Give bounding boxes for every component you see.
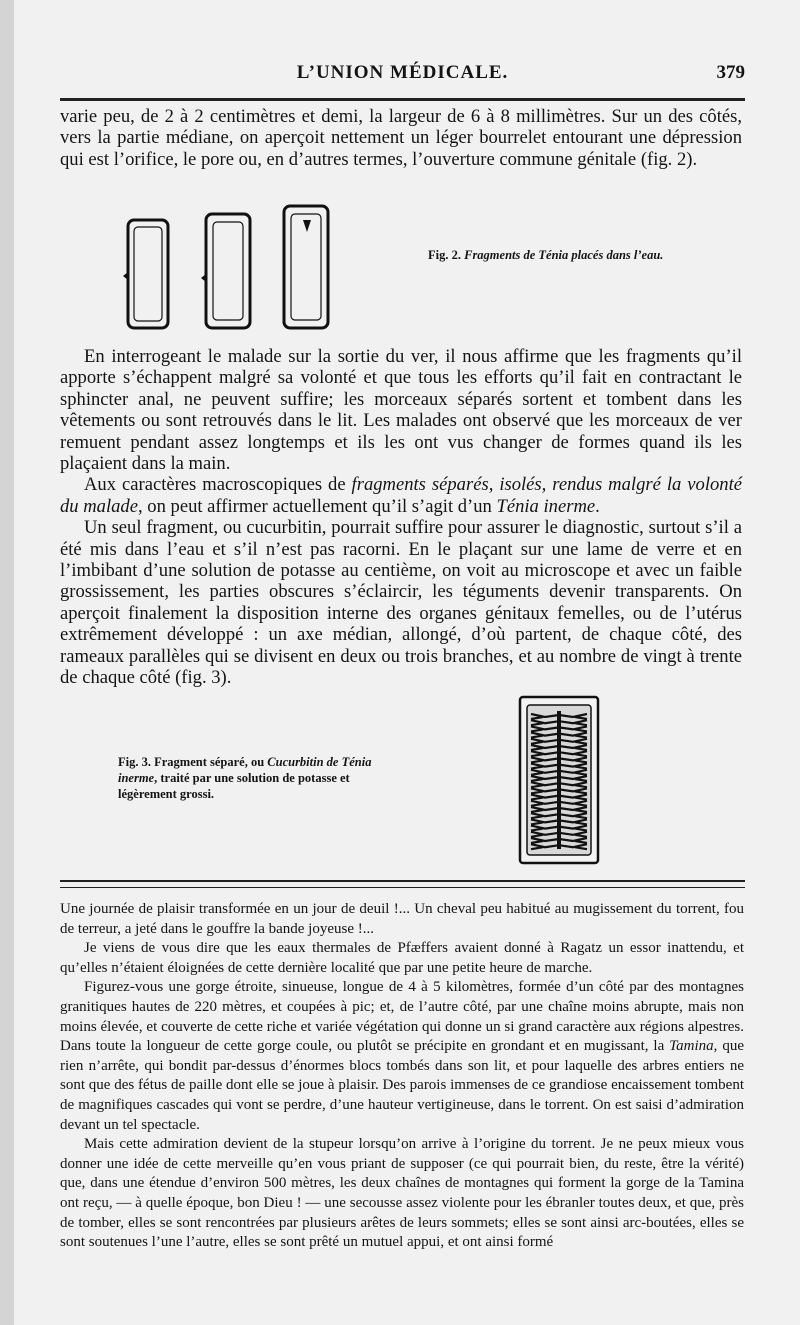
feuilleton-paragraph-1: Une journée de plaisir transformée en un jour de deuil !... Un cheval peu habitué au mugissement du torrent, fou de terreur, a jeté dans le gouffre la bande joyeuse !... <box>60 901 744 937</box>
feuilleton-paragraph-3: Figurez-vous une gorge étroite, sinueuse, longue de 4 à 5 kilomètres, formée d’un côté par des montagnes granitiques hautes de 220 mètres, et coupées à pic; et, de l’autre côté, par une chaîne moins abrupte, mais non moins élevée, et couverte de cette riche et variée végétation qui donne un si grand caractère aux régions alpestres. Dans toute la longueur de cette gorge coule, ou plutôt se précipite en grondant et en mugissant, la Tamina, que rien n’arrête, qui bondit par-dessus d’énormes blocs tombés dans son lit, et pour laquelle des arbres entiers ne sont que des fétus de paille dont elle se joue à plaisir. Des parois immenses de ce grandiose encaissement tombent de magnifiques cascades qui vont se perdre, d’une hauteur vertigineuse, dans le torrent. On est saisi d’admiration devant un tel spectacle. <box>60 979 744 1133</box>
paragraph-diagnosis: Aux caractères macroscopiques de fragments séparés, isolés, rendus malgré la volonté du malade, on peut affirmer actuellement qu’il s’agit d’un Ténia inerme. <box>60 474 742 517</box>
header-rule <box>60 98 745 101</box>
figure-3-emphasis: Cucurbitin de Ténia inerme <box>118 755 372 785</box>
feuilleton-paragraph-2: Je viens de vous dire que les eaux thermales de Pfæffers avaient donné à Ragatz un essor inattendu, et qu’elles n’étaient éloignées de cette dernière localité que par une petite heure de marche. <box>60 940 744 976</box>
page-number: 379 <box>716 62 745 83</box>
feuilleton-rule-top <box>60 880 745 882</box>
scan-edge <box>0 0 14 1325</box>
emphasis-fragments: fragments séparés, isolés, rendus malgré la volonté du malade <box>60 474 742 517</box>
feuilleton-rule-bottom <box>60 887 745 888</box>
figure-3-caption: Fig. 3. Fragment séparé, ou Cucurbitin de Ténia inerme, traité par une solution de potasse et légèrement grossi. <box>118 755 372 801</box>
emphasis-tenia: Ténia inerme <box>496 495 596 517</box>
figure-2-caption-text: Fragments de Ténia placés dans l’eau. <box>464 248 664 262</box>
page-header <box>60 58 745 92</box>
feuilleton-body <box>60 900 744 1253</box>
paragraph-interrogation: En interrogeant le malade sur la sortie du ver, il nous affirme que les fragments qu’il apporte s’échappent malgré sa volonté et que tous les efforts qu’il fait en contractant le sphincter anal, ne peuvent suffire; les morceaux séparés sortent et tombent dans les vêtements ou sont retrouvés dans le lit. Les malades ont observé que les morceaux de ver remuent pendant assez longtemps et ils les ont vus changer de formes quand ils les plaçaient dans la main. <box>60 346 742 475</box>
figure-2-caption <box>428 247 710 263</box>
figure-3-label: Fig. 3. <box>118 755 151 769</box>
figure-2-tapeworm-fragments <box>122 200 337 330</box>
figure-3-cucurbitin <box>518 695 600 865</box>
intro-paragraph <box>60 106 742 170</box>
figure-2-label: Fig. 2. <box>428 248 461 262</box>
running-title: L’UNION MÉDICALE. <box>296 62 509 83</box>
paragraph-microscope: Un seul fragment, ou cucurbitin, pourrait suffire pour assurer le diagnostic, surtout s’il a été mis dans l’eau et s’il n’est pas racorni. En le plaçant sur une lame de verre et en l’imbibant d’une solution de potasse au centième, on voit au microscope et avec un faible grossissement, les parties obscures s’éclaircir, les téguments devenir transparents. On aperçoit finalement la disposition interne des organes génitaux femelles, ou de l’utérus extrêmement développé : un axe médian, allongé, d’où partent, de chaque côté, des rameaux parallèles qui se divisent en deux ou trois branches, et au nombre de vingt à trente de chaque côté (fig. 3). <box>60 517 742 689</box>
article-body <box>60 346 742 689</box>
emphasis-tamina: Tamina <box>669 1038 714 1055</box>
intro-text: varie peu, de 2 à 2 centimètres et demi, la largeur de 6 à 8 millimètres. Sur un des côtés, vers la partie médiane, on aperçoit nettement un léger bourrelet entourant une dépression qui est l’orifice, le pore ou, en d’autres termes, l’ouverture commune génitale (fig. 2). <box>60 106 742 170</box>
feuilleton-paragraph-4: Mais cette admiration devient de la stupeur lorsqu’on arrive à l’origine du torrent. Je ne peux mieux vous donner une idée de cette merveille qu’en vous priant de supposer (ce qui pourrait bien, du reste, être la vérité) que, dans une étendue d’environ 500 mètres, les deux chaînes de montagnes qui forment la gorge de la Tamina ont reçu, — à quelle époque, bon Dieu ! — une secousse assez violente pour les ébranler toutes deux, et que, près de tomber, elles se sont rencontrées par plusieurs arêtes de leurs sommets; elles se sont ainsi arc-boutées, elles se sont soutenues l’une l’autre, elles se sont prêté un mutuel appui, et ont ainsi formé <box>60 1136 744 1251</box>
